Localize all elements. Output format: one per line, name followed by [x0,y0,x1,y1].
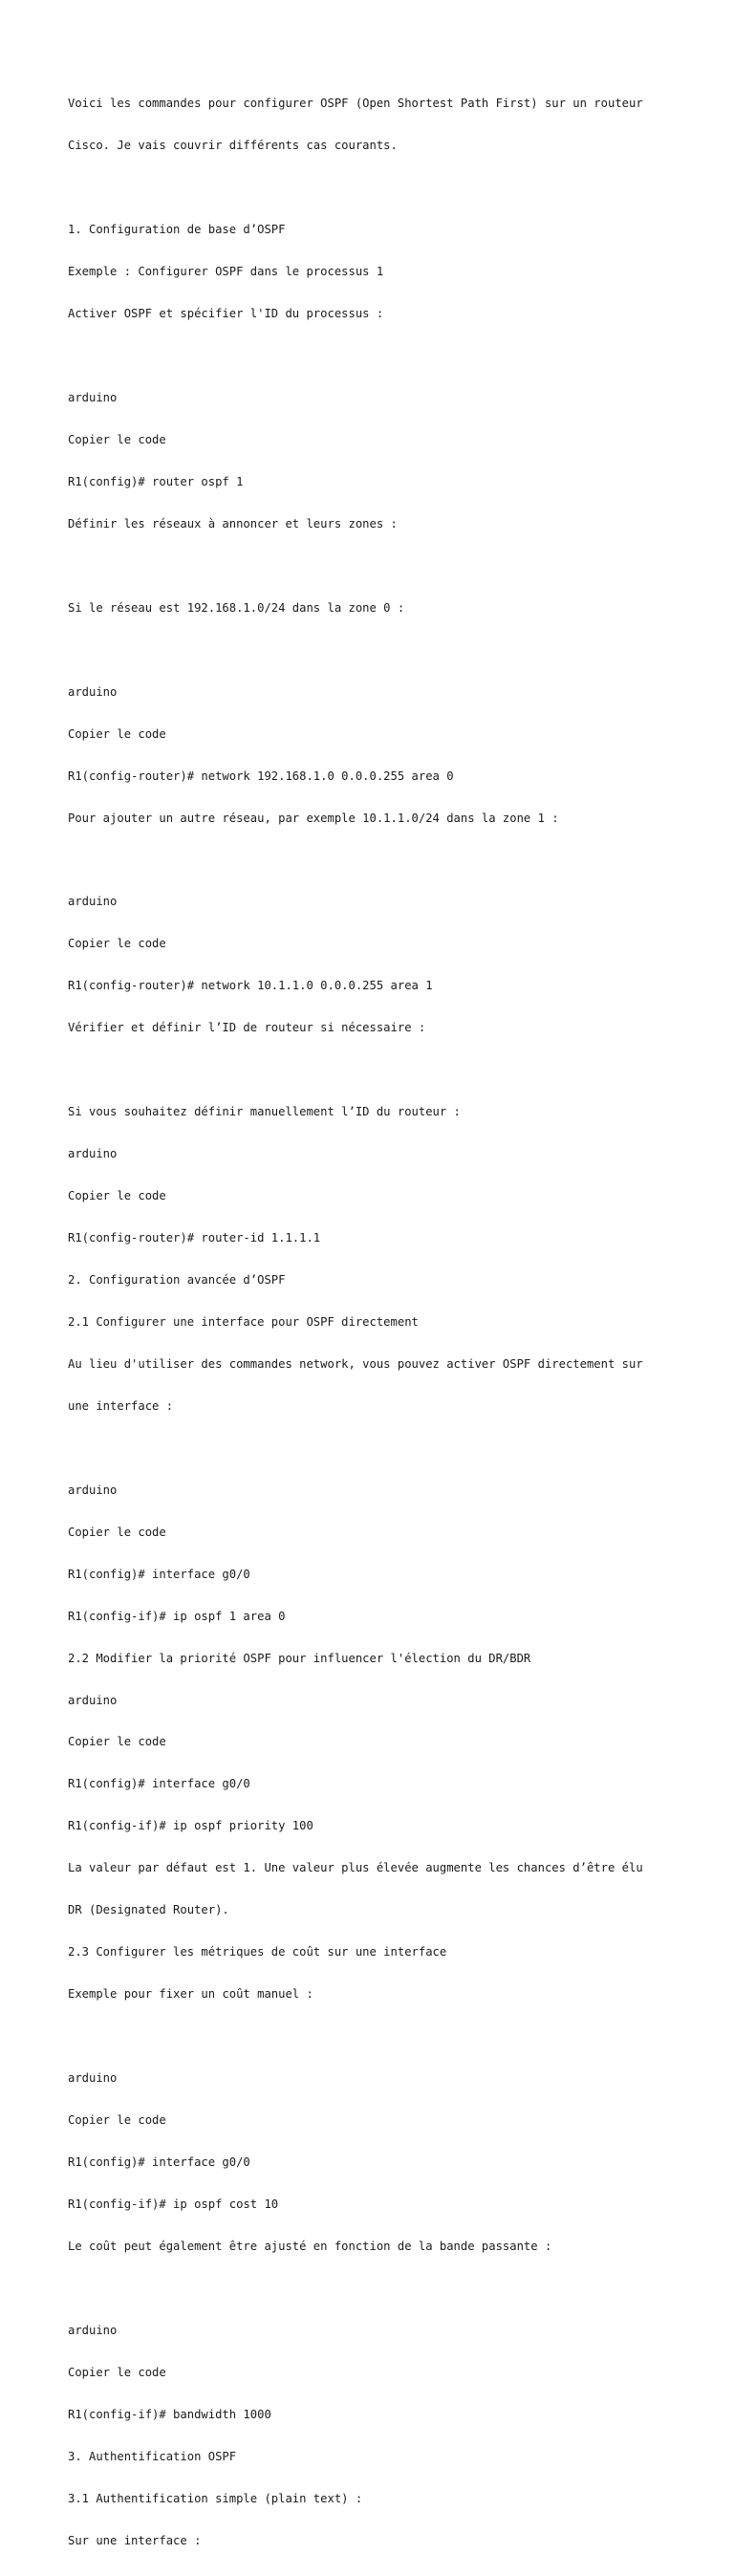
text-line: Le coût peut également être ajusté en fonction de la bande passante : [68,2239,552,2253]
section-heading: 3. Authentification OSPF [68,2449,237,2463]
blank-line [68,853,718,867]
section-heading: 1. Configuration de base d’OSPF [68,223,286,237]
copy-code-label: Copier le code [68,1735,166,1749]
subsection-heading: 2.1 Configurer une interface pour OSPF directement [68,1314,419,1329]
subsection-heading: 2.3 Configurer les métriques de coût sur une interface [68,1945,447,1959]
text-line: Si le réseau est 192.168.1.0/24 dans la zone 0 : [68,600,405,615]
code-language-label: arduino [68,2323,118,2337]
command-line: R1(config)# router ospf 1 [68,474,244,488]
command-line: R1(config)# interface g0/0 [68,1567,250,1581]
code-language-label: arduino [68,684,118,699]
blank-line [68,349,718,363]
text-line: Cisco. Je vais couvrir différents cas courants. [68,139,398,153]
text-line: une interface : [68,1398,174,1413]
section-heading: 2. Configuration avancée d’OSPF [68,1273,286,1287]
code-language-label: arduino [68,1693,118,1707]
text-line: DR (Designated Router). [68,1903,229,1917]
blank-line [68,643,718,658]
text-line: Pour ajouter un autre réseau, par exemple 10.1.1.0/24 dans la zone 1 : [68,811,559,825]
code-language-label: arduino [68,2071,118,2086]
command-line: R1(config-router)# network 10.1.1.0 0.0.0.255 area 1 [68,979,433,993]
text-line: Définir les réseaux à annoncer et leurs zones : [68,516,398,530]
code-language-label: arduino [68,1483,118,1497]
blank-line [68,2029,718,2044]
text-line: Au lieu d'utiliser des commandes network, vous pouvez activer OSPF directement sur [68,1356,643,1371]
copy-code-label: Copier le code [68,726,166,741]
subsection-heading: 2.2 Modifier la priorité OSPF pour influencer l'élection du DR/BDR [68,1651,531,1665]
command-line: R1(config-router)# network 192.168.1.0 0.0.0.255 area 0 [68,768,454,783]
command-line: R1(config-if)# ip ospf cost 10 [68,2197,279,2211]
text-line: Sur une interface : [68,2533,202,2547]
text-line: Exemple pour fixer un coût manuel : [68,1987,313,2002]
text-line: La valeur par défaut est 1. Une valeur plus élevée augmente les chances d’être élu [68,1861,643,1875]
text-line: Vérifier et définir l’ID de routeur si nécessaire : [68,1021,426,1035]
command-line: R1(config)# interface g0/0 [68,2155,250,2170]
command-line: R1(config)# interface g0/0 [68,1777,250,1791]
copy-code-label: Copier le code [68,432,166,446]
code-language-label: arduino [68,895,118,909]
document-body [68,69,718,2576]
blank-line [68,1441,718,1456]
code-language-label: arduino [68,1147,118,1161]
code-language-label: arduino [68,390,118,404]
blank-line [68,1063,718,1077]
copy-code-label: Copier le code [68,1525,166,1539]
command-line: R1(config-if)# ip ospf 1 area 0 [68,1609,286,1623]
copy-code-label: Copier le code [68,937,166,951]
command-line: R1(config-if)# ip ospf priority 100 [68,1819,313,1833]
command-line: R1(config-if)# bandwidth 1000 [68,2407,271,2421]
text-line: Activer OSPF et spécifier l'ID du processus : [68,307,384,321]
text-line: Voici les commandes pour configurer OSPF (Open Shortest Path First) sur un routeur [68,97,643,111]
text-line: Exemple : Configurer OSPF dans le processus 1 [68,265,384,279]
blank-line [68,2282,718,2296]
blank-line [68,181,718,195]
copy-code-label: Copier le code [68,2365,166,2379]
copy-code-label: Copier le code [68,2113,166,2128]
subsection-heading: 3.1 Authentification simple (plain text) : [68,2491,363,2505]
blank-line [68,559,718,574]
command-line: R1(config-router)# router-id 1.1.1.1 [68,1231,321,1245]
copy-code-label: Copier le code [68,1189,166,1203]
text-line: Si vous souhaitez définir manuellement l’ID du routeur : [68,1105,461,1119]
